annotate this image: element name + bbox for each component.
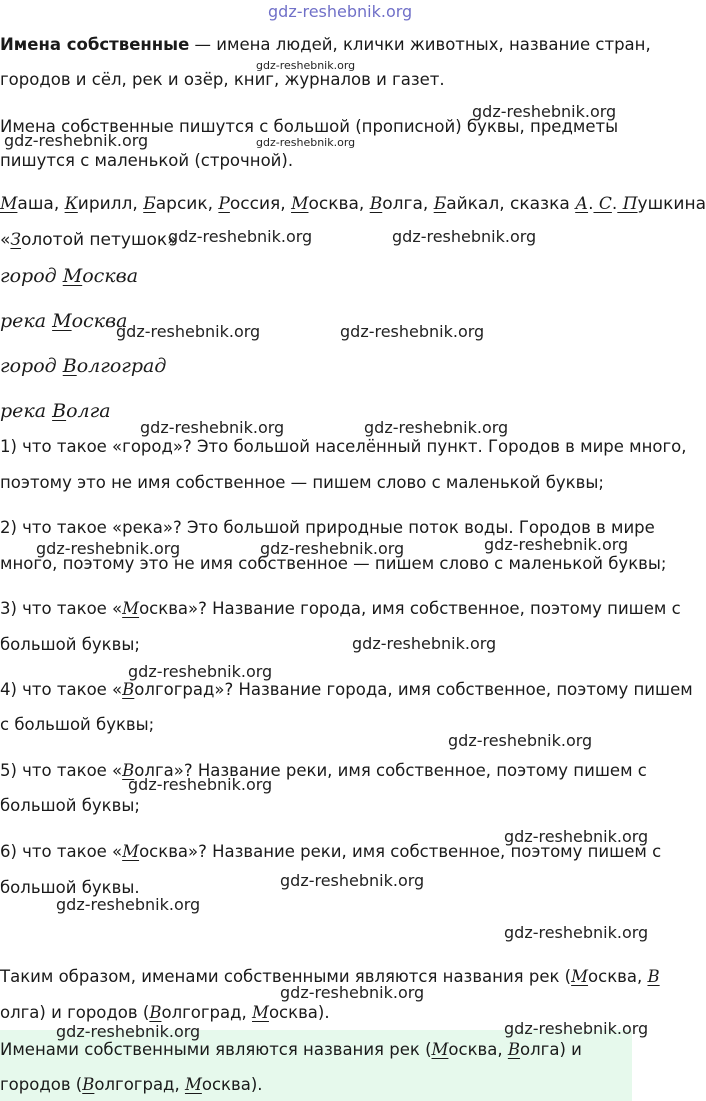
watermark: gdz-reshebnik.org bbox=[128, 775, 273, 794]
q5-line-1: 5) что такое «Волга»? Название реки, имя собственное, поэтому пишем с bbox=[0, 761, 647, 780]
watermark: gdz-reshebnik.org bbox=[504, 923, 649, 942]
examples-line-1: Маша, Кирилл, Барсик, Россия, Москва, Волга, Байкал, сказка А. С. Пушкина bbox=[0, 194, 706, 214]
watermark: gdz-reshebnik.org bbox=[4, 131, 149, 150]
watermark: gdz-reshebnik.org bbox=[260, 539, 405, 558]
q6-line-1: 6) что такое «Москва»? Название реки, имя собственное, поэтому пишем с bbox=[0, 842, 662, 861]
watermark: gdz-reshebnik.org bbox=[448, 731, 593, 750]
watermark-top: gdz-reshebnik.org bbox=[268, 2, 413, 21]
watermark: gdz-reshebnik.org bbox=[56, 1022, 201, 1041]
definition-line-2: городов и сёл, рек и озёр, книг, журналов и газет. bbox=[0, 70, 445, 89]
watermark: gdz-reshebnik.org bbox=[484, 535, 629, 554]
watermark: gdz-reshebnik.org bbox=[392, 227, 537, 246]
term: Имена собственные bbox=[0, 35, 190, 54]
definition-line-1: Имена собственные — имена людей, клички животных, название стран, bbox=[0, 35, 651, 54]
q1-line-2: поэтому это не имя собственное — пишем слово с маленькой буквы; bbox=[0, 473, 604, 492]
q2-line-2: много, поэтому это не имя собственное — пишем слово с маленькой буквы; bbox=[0, 554, 667, 573]
watermark: gdz-reshebnik.org bbox=[504, 827, 649, 846]
q4-line-2: с большой буквы; bbox=[0, 715, 155, 734]
q4-line-1: 4) что такое «Волгоград»? Название города, имя собственное, поэтому пишем bbox=[0, 680, 693, 699]
summary-line-2: олга) и городов (Волгоград, Москва). bbox=[0, 1003, 330, 1022]
watermark: gdz-reshebnik.org bbox=[472, 102, 617, 121]
watermark: gdz-reshebnik.org bbox=[140, 418, 285, 437]
watermark: gdz-reshebnik.org bbox=[340, 322, 485, 341]
handwritten-line-3: город Волгоград bbox=[0, 355, 167, 377]
q3-line-1: 3) что такое «Москва»? Название города, имя собственное, поэтому пишем с bbox=[0, 599, 681, 618]
rule-line-1: Имена собственные пишутся с большой (прописной) буквы, предметы bbox=[0, 117, 619, 136]
watermark: gdz-reshebnik.org bbox=[280, 983, 425, 1002]
watermark: gdz-reshebnik.org bbox=[352, 634, 497, 653]
handwritten-line-2: река Москва bbox=[0, 310, 128, 332]
watermark: gdz-reshebnik.org bbox=[280, 871, 425, 890]
handwritten-line-1: город Москва bbox=[0, 265, 139, 287]
watermark: gdz-reshebnik.org bbox=[56, 895, 201, 914]
watermark: gdz-reshebnik.org bbox=[168, 227, 313, 246]
handwritten-line-4: река Волга bbox=[0, 400, 111, 422]
examples-line-2: «Золотой петушок» bbox=[0, 230, 178, 250]
q2-line-1: 2) что такое «река»? Это большой природные поток воды. Городов в мире bbox=[0, 518, 655, 537]
answer-line-1: Именами собственными являются названия рек (Москва, Волга) и bbox=[0, 1040, 582, 1059]
q3-line-2: большой буквы; bbox=[0, 635, 140, 654]
answer-line-2: городов (Волгоград, Москва). bbox=[0, 1075, 263, 1094]
q1-line-1: 1) что такое «город»? Это большой населённый пункт. Городов в мире много, bbox=[0, 437, 687, 456]
watermark: gdz-reshebnik.org bbox=[364, 418, 509, 437]
watermark: gdz-reshebnik.org bbox=[504, 1019, 649, 1038]
watermark: gdz-reshebnik.org bbox=[128, 662, 273, 681]
watermark: gdz-reshebnik.org bbox=[116, 322, 261, 341]
rule-line-2: пишутся с маленькой (строчной). bbox=[0, 151, 294, 170]
watermark: gdz-reshebnik.org bbox=[256, 136, 356, 149]
watermark: gdz-reshebnik.org bbox=[36, 539, 181, 558]
summary-line-1: Таким образом, именами собственными являются названия рек (Москва, В bbox=[0, 967, 660, 986]
q6-line-2: большой буквы. bbox=[0, 878, 140, 897]
watermark: gdz-reshebnik.org bbox=[256, 59, 356, 72]
q5-line-2: большой буквы; bbox=[0, 796, 140, 815]
